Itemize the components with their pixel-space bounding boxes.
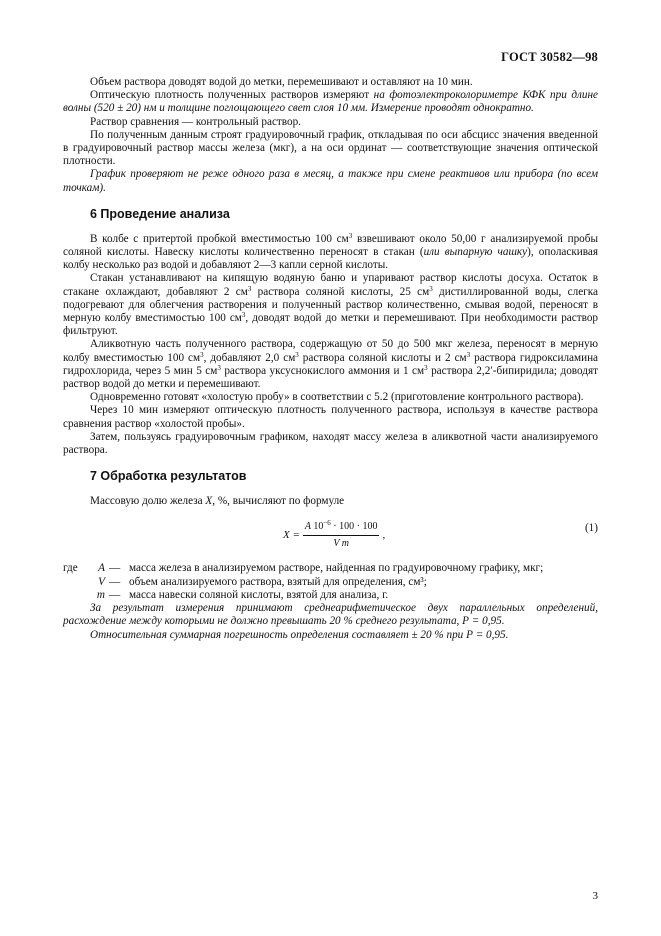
result-note: За результат измерения принимают среднеарифметическое двух параллельных определений, расхождение между которыми не должно превышать 20 % среднего результата, Р = 0,95. bbox=[63, 602, 598, 628]
intro-paragraph-4: По полученным данным строят градуировочный график, откладывая по оси абсцисс значения введенной в градуировочный раствор массы железа (мкг), а на оси ординат — соответствующие значения оптической плотности. bbox=[63, 128, 598, 168]
formula-block bbox=[63, 516, 598, 554]
formula-numerator: A $10^{-6} \cdot 100 \cdot 100$ bbox=[303, 520, 380, 535]
definition-row: где A — масса железа в анализируемом растворе, найденная по градуировочному графику, мкг; bbox=[63, 562, 544, 575]
intro-paragraph-5: График проверяют не реже одного раза в месяц, а также при смене реактивов или прибора (по всем точкам). bbox=[63, 168, 598, 194]
definition-row: m — масса навески соляной кислоты, взятой для анализа, г. bbox=[96, 588, 389, 601]
equation-number: (1) bbox=[584, 522, 598, 535]
section-6-paragraph-1: В колбе с притертой пробкой вместимостью 100 $см^3$ взвешивают около 50,00 г анализируемой пробы соляной кислоты. Навеску кислоты количественно переносят в стакан (или выпарную чашку), ополаскивая колбу несколько раз водой и добавляют 2—3 капли серной кислоты. bbox=[63, 231, 599, 272]
formula-denominator: V m bbox=[333, 537, 350, 549]
page-content bbox=[63, 76, 598, 642]
section-7-heading: 7 Обработка результатов bbox=[90, 469, 247, 484]
formula-lhs: X = bbox=[283, 528, 300, 541]
section-6-paragraph-3: Аликвотную часть полученного раствора, содержащую от 50 до 500 мкг железа, переносят в мерную колбу вместимостью 100 $см^3$, добавляют 2,0 $см^3$ раствора соляной кислоты и 2 $см^3$ раствора гидроксиламина гидрохлорида, через 5 мин 5 $см^3$ раствора уксуснокислого аммония и 1 $см^3$ раствора 2,2′-бипиридила; доводят раствор водой до метки и перемешивают. bbox=[63, 338, 599, 391]
section-6-paragraph-2: Стакан устанавливают на кипящую водяную баню и упаривают раствор кислоты досуха. Остаток в стакане охлаждают, добавляют 2 $см^3$ раствора соляной кислоты, 25 $см^3$ дистиллированной воды, слегка подогревают для облегчения растворения и полученный раствор количественно, смывая водой, переносят в мерную колбу вместимостью 100 $см^3$, доводят водой до метки и перемешивают. При необходимости раствор фильтруют. bbox=[63, 272, 599, 338]
mass-fraction-formula: X = $\frac{A 10^{-6} \cdot 100 \cdot 100}{\text{V m}}$ , bbox=[283, 519, 386, 549]
definition-row: V — объем анализируемого раствора, взятый для определения, см³; bbox=[98, 575, 427, 588]
intro-paragraph-1: Объем раствора доводят водой до метки, перемешивают и оставляют на 10 мин. bbox=[90, 76, 473, 88]
intro-paragraph-3: Раствор сравнения — контрольный раствор. bbox=[90, 115, 301, 128]
section-7-intro: Массовую долю железа X, %, вычисляют по формуле bbox=[90, 495, 345, 508]
section-6-paragraph-4: Одновременно готовят «холостую пробу» в соответствии с 5.2 (приготовление контрольного раствора). bbox=[90, 391, 584, 404]
section-6-paragraph-5: Через 10 мин измеряют оптическую плотность полученного раствора, используя в качестве раствора сравнения раствор «холостой пробы». bbox=[63, 404, 598, 430]
intro-paragraph-2: Оптическую плотность полученных растворов измеряют на фотоэлектроколориметре КФК при длине волны (520 ± 20) нм и толщине поглощающего свет слоя 10 мм. Измерение проводят однократно. bbox=[63, 89, 598, 115]
variable-definitions bbox=[63, 562, 543, 602]
page-number: 3 bbox=[592, 890, 598, 902]
section-6-heading: 6 Проведение анализа bbox=[90, 206, 230, 221]
section-6-paragraph-6: Затем, пользуясь градуировочным графиком, находят массу железа в аликвотной части анализируемого раствора. bbox=[63, 430, 598, 457]
standard-header: ГОСТ 30582—98 bbox=[501, 50, 598, 64]
formula-fraction bbox=[303, 520, 380, 549]
error-note: Относительная суммарная погрешность определения составляет ± 20 % при Р = 0,95. bbox=[90, 628, 509, 641]
